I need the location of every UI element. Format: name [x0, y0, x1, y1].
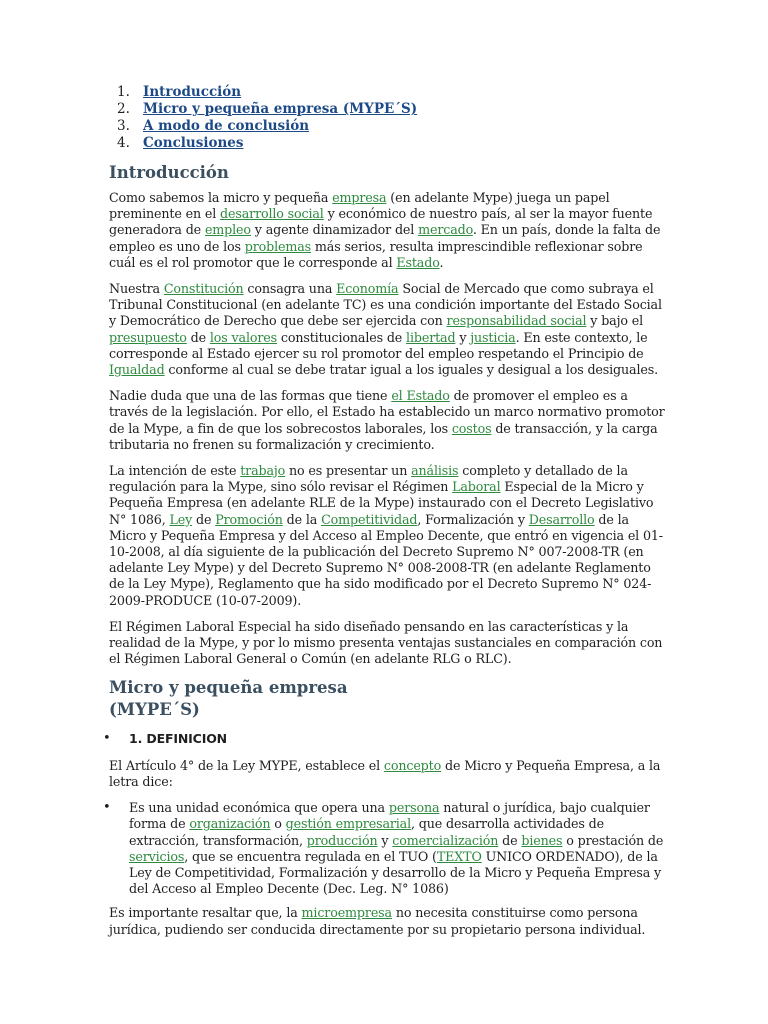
link-organizacion[interactable]: organización	[189, 816, 271, 832]
link-constitucion[interactable]: Constitución	[163, 281, 244, 297]
definicion-item	[109, 731, 668, 747]
toc-link-micro-pequena-empresa[interactable]: Micro y pequeña empresa (MYPE´S)	[143, 101, 418, 117]
heading-line-2: (MYPE´S)	[109, 700, 200, 720]
link-persona[interactable]: persona	[388, 800, 440, 816]
paragraph-intro-4: La intención de este trabajo no es presentar un análisis completo y detallado de la regulación para la Mype, sino sólo revisar el Régimen Laboral Especial de la Micro y Pequeña Empresa (en adelante RLE de la Mype) instaurado con el Decreto Legislativo N° 1086, Ley de Promoción de la Competitividad, Formalización y Desarrollo de la Micro y Pequeña Empresa y del Acceso al Empleo Decente, que entró en vigencia el 01-10-2008, al día siguiente de la publicación del Decreto Supremo N° 007-2008-TR (en adelante Ley Mype) y del Decreto Supremo N° 008-2008-TR (en adelante Reglamento de la Ley Mype), Reglamento que ha sido modificado por el Decreto Supremo N° 024-2009-PRODUCE (10-07-2009).	[109, 463, 663, 608]
toc-item	[117, 118, 668, 135]
definicion-list	[109, 731, 668, 747]
link-gestion-empresarial[interactable]: gestión empresarial	[285, 816, 412, 832]
toc-link-conclusiones[interactable]: Conclusiones	[143, 135, 244, 151]
link-comercializacion[interactable]: comercialización	[392, 832, 499, 848]
link-estado[interactable]: Estado	[396, 254, 440, 270]
definicion-label: . DEFINICION	[137, 731, 227, 747]
toc-item	[117, 84, 668, 101]
toc-item	[117, 135, 668, 152]
link-laboral[interactable]: Laboral	[452, 479, 501, 495]
toc-number: 2.	[117, 101, 130, 117]
link-trabajo[interactable]: trabajo	[240, 463, 286, 479]
link-mercado[interactable]: mercado	[418, 222, 473, 238]
heading-line-1: Micro y pequeña empresa	[109, 678, 348, 698]
toc-item	[117, 101, 668, 118]
definicion-number: 1	[129, 731, 138, 747]
link-responsabilidad-social[interactable]: responsabilidad social	[446, 313, 587, 329]
link-concepto[interactable]: concepto	[383, 757, 442, 773]
link-empleo[interactable]: empleo	[204, 222, 251, 238]
link-bienes[interactable]: bienes	[521, 832, 563, 848]
link-analisis[interactable]: análisis	[411, 463, 459, 479]
link-produccion[interactable]: producción	[306, 832, 378, 848]
heading-micro-pequena-empresa	[109, 677, 668, 721]
link-costos[interactable]: costos	[451, 420, 492, 436]
link-economia[interactable]: Economía	[336, 281, 399, 297]
concept-item: • Es una unidad económica que opera una persona natural o jurídica, bajo cualquier forma de organización o gestión empresarial, que desarrolla actividades de extracción, transformación, producción y comercialización de bienes o prestación de servicios, que se encuentra regulada en el TUO (TEXTO UNICO ORDENADO), de la Ley de Competitividad, Formalización y desarrollo de la Micro y Pequeña Empresa y del Acceso al Empleo Decente (Dec. Leg. N° 1086)	[109, 800, 668, 897]
paragraph-articulo-4: El Artículo 4° de la Ley MYPE, establece el concepto de Micro y Pequeña Empresa, a la letra dice:	[109, 757, 661, 789]
concept-list	[109, 800, 668, 897]
link-microempresa[interactable]: microempresa	[301, 905, 392, 921]
heading-introduccion: Introducción	[109, 163, 229, 182]
toc-number: 4.	[117, 135, 130, 151]
paragraph-intro-1: Como sabemos la micro y pequeña empresa (en adelante Mype) juega un papel preminente en el desarrollo social y económico de nuestro país, al ser la mayor fuente generadora de empleo y agente dinamizador del mercado. En un país, donde la falta de empleo es uno de los problemas más serios, resulta imprescindible reflexionar sobre cuál es el rol promotor que le corresponde al Estado.	[109, 190, 661, 270]
link-desarrollo[interactable]: Desarrollo	[528, 511, 595, 527]
link-presupuesto[interactable]: presupuesto	[109, 329, 187, 345]
link-servicios[interactable]: servicios	[129, 848, 185, 864]
link-justicia[interactable]: justicia	[470, 329, 516, 345]
link-igualdad[interactable]: Igualdad	[109, 362, 165, 378]
link-ley[interactable]: Ley	[169, 511, 193, 527]
link-competitividad[interactable]: Competitividad	[321, 511, 418, 527]
paragraph-intro-3: Nadie duda que una de las formas que tiene el Estado de promover el empleo es a través de la legislación. Por ello, el Estado ha establecido un marco normativo promotor de la Mype, a fin de que los sobrecostos laborales, los costos de transacción, y la carga tributaria no frenen su formalización y crecimiento.	[109, 388, 665, 452]
link-problemas[interactable]: problemas	[244, 238, 312, 254]
table-of-contents	[109, 84, 668, 152]
link-texto[interactable]: TEXTO	[436, 848, 482, 864]
paragraph-microempresa: Es importante resaltar que, la microempresa no necesita constituirse como persona jurídica, pudiendo ser conducida directamente por su propietario persona individual.	[109, 905, 646, 937]
link-promocion[interactable]: Promoción	[215, 511, 283, 527]
link-el-estado[interactable]: el Estado	[391, 388, 450, 404]
link-empresa[interactable]: empresa	[332, 190, 387, 205]
toc-link-introduccion[interactable]: Introducción	[143, 84, 242, 100]
toc-link-a-modo-de-conclusion[interactable]: A modo de conclusión	[143, 118, 310, 134]
link-los-valores[interactable]: los valores	[209, 329, 277, 345]
paragraph-intro-2: Nuestra Constitución consagra una Economía Social de Mercado que como subraya el Tribunal Constitucional (en adelante TC) es una condición importante del Estado Social y Democrático de Derecho que debe ser ejercida con responsabilidad social y bajo el presupuesto de los valores constitucionales de libertad y justicia. En este contexto, le corresponde al Estado ejercer su rol promotor del empleo respetando el Principio de Igualdad conforme al cual se debe tratar igual a los iguales y desigual a los desiguales.	[109, 281, 662, 378]
toc-number: 1.	[117, 84, 130, 100]
link-libertad[interactable]: libertad	[406, 329, 456, 345]
toc-number: 3.	[117, 118, 130, 134]
link-desarrollo-social[interactable]: desarrollo social	[220, 206, 324, 222]
paragraph-intro-5: El Régimen Laboral Especial ha sido diseñado pensando en las características y la realidad de la Mype, y por lo mismo presenta ventajas sustanciales en comparación con el Régimen Laboral General o Común (en adelante RLG o RLC).	[109, 618, 663, 667]
